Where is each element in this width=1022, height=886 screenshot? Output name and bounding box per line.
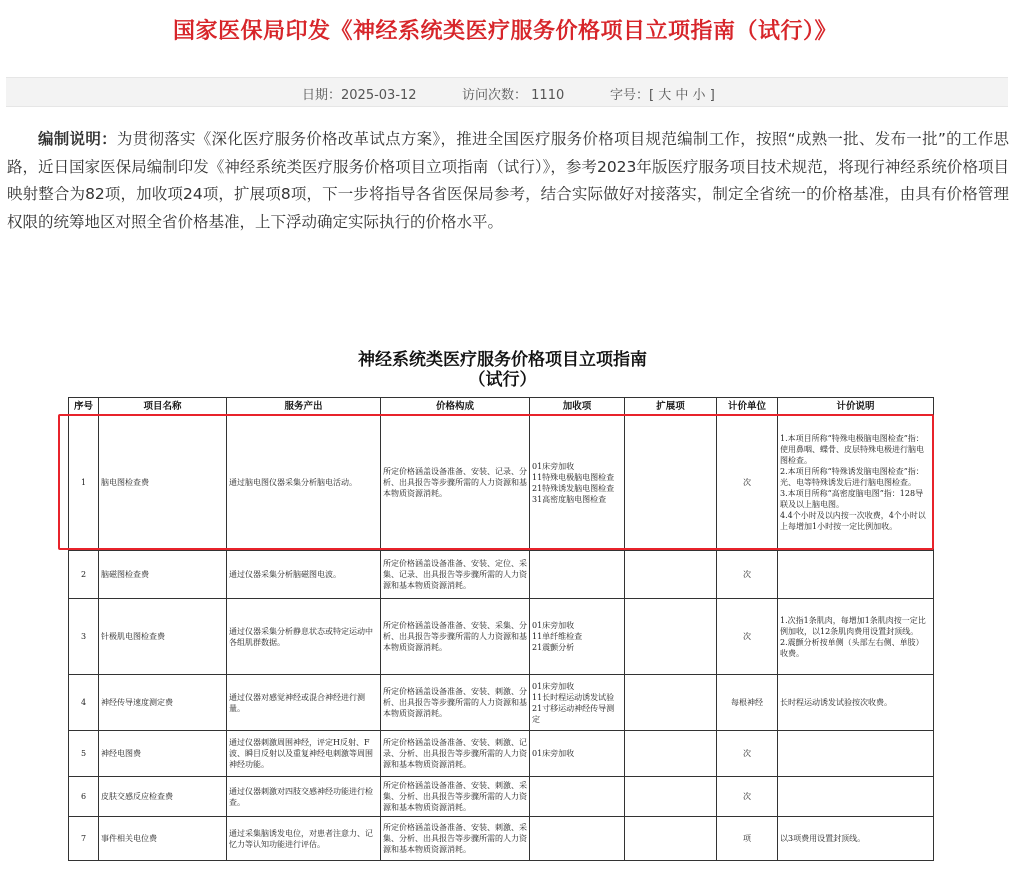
- font-size-switcher: [610, 84, 715, 103]
- table-row: [69, 599, 934, 675]
- font-size-small-link[interactable]: 小: [692, 88, 706, 103]
- cell-name: 皮肤交感反应检查费: [99, 777, 227, 817]
- compilation-note-label: 编制说明：: [38, 130, 117, 148]
- cell-unit: 次: [717, 551, 778, 599]
- table-row: [69, 415, 934, 551]
- cell-output: 通过仪器采集分析静息状态或特定运动中各组肌群数据。: [227, 599, 381, 675]
- font-size-large-link[interactable]: 大: [658, 88, 672, 103]
- cell-extension: [625, 777, 717, 817]
- visit-count-value: 1110: [531, 88, 565, 103]
- cell-extension: [625, 599, 717, 675]
- header-note: 计价说明: [778, 398, 934, 415]
- table-row: [69, 777, 934, 817]
- cell-note: [778, 777, 934, 817]
- cell-note: [778, 551, 934, 599]
- cell-seq: 3: [69, 599, 99, 675]
- compilation-note-text: 为贯彻落实《深化医疗服务价格改革试点方案》，推进全国医疗服务价格项目规范编制工作，按照“成熟一批、发布一批”的工作思路，近日国家医保局编制印发《神经系统类医疗服务价格项目立项指南（试行）》，参考2023年版医疗服务项目技术规范，将现行神经系统价格项目映射整合为82项，加收项24项，扩展项8项，下一步将指导各省医保局参考，结合实际做好对接落实，制定全省统一的价格基准，由具有价格管理权限的统筹地区对照全省价格基准，上下浮动确定实际执行的价格水平。: [7, 130, 1009, 231]
- cell-seq: 5: [69, 731, 99, 777]
- header-addon: 加收项: [530, 398, 625, 415]
- cell-addon: [530, 817, 625, 861]
- cell-price: 所定价格涵盖设备准备、安装、刺激、分析、出具报告等步骤所需的人力资源和基本物质资源消耗。: [381, 675, 530, 731]
- cell-output: 通过仪器刺激周围神经，评定H反射、F波、瞬目反射以及重复神经电刺激等周围神经功能。: [227, 731, 381, 777]
- header-seq: 序号: [69, 398, 99, 415]
- price-item-guide-table: [68, 397, 934, 861]
- font-size-bracket: ]: [709, 88, 715, 103]
- cell-addon: [530, 551, 625, 599]
- guide-document-title: [250, 350, 755, 390]
- cell-extension: [625, 551, 717, 599]
- cell-price: 所定价格涵盖设备准备、安装、刺激、记录、分析、出具报告等步骤所需的人力资源和基本物质资源消耗。: [381, 731, 530, 777]
- guide-title-line2: （试行）: [468, 370, 537, 390]
- cell-seq: 7: [69, 817, 99, 861]
- font-size-label: 字号：[: [610, 88, 655, 103]
- cell-addon: 01床旁加收 11长时程运动诱发试验 21寸移运动神经传导测定: [530, 675, 625, 731]
- header-name: 项目名称: [99, 398, 227, 415]
- cell-price: 所定价格涵盖设备准备、安装、刺激、采集、分析、出具报告等步骤所需的人力资源和基本物质资源消耗。: [381, 777, 530, 817]
- article-title: 国家医保局印发《神经系统类医疗服务价格项目立项指南（试行）》: [172, 19, 837, 44]
- visit-count: [462, 84, 564, 103]
- cell-price: 所定价格涵盖设备准备、安装、定位、采集、记录、出具报告等步骤所需的人力资源和基本物质资源消耗。: [381, 551, 530, 599]
- cell-price: 所定价格涵盖设备准备、安装、刺激、采集、分析、出具报告等步骤所需的人力资源和基本物质资源消耗。: [381, 817, 530, 861]
- cell-seq: 2: [69, 551, 99, 599]
- table-row: [69, 817, 934, 861]
- guide-title-line1: 神经系统类医疗服务价格项目立项指南: [358, 350, 647, 370]
- cell-extension: [625, 675, 717, 731]
- cell-note: 以3项费用设置封顶线。: [778, 817, 934, 861]
- cell-addon: 01床旁加收: [530, 731, 625, 777]
- cell-name: 脑磁图检查费: [99, 551, 227, 599]
- cell-price: 所定价格涵盖设备准备、安装、采集、分析、出具报告等步骤所需的人力资源和基本物质资源消耗。: [381, 599, 530, 675]
- cell-note: 1.次指1条肌肉，每增加1条肌肉按一定比例加收，以12条肌肉费用设置封顶线。 2.震颤分析按单侧（头部左右侧、单肢）收费。: [778, 599, 934, 675]
- compilation-note: [7, 126, 1009, 236]
- cell-note: 长时程运动诱发试验按次收费。: [778, 675, 934, 731]
- cell-output: 通过仪器刺激对四肢交感神经功能进行检查。: [227, 777, 381, 817]
- cell-output: 通过仪器对感觉神经或混合神经进行测量。: [227, 675, 381, 731]
- cell-name: 神经传导速度测定费: [99, 675, 227, 731]
- cell-price: 所定价格涵盖设备准备、安装、记录、分析、出具报告等步骤所需的人力资源和基本物质资源消耗。: [381, 415, 530, 551]
- cell-unit: 次: [717, 415, 778, 551]
- cell-output: 通过脑电图仪器采集分析脑电活动。: [227, 415, 381, 551]
- cell-name: 针极肌电图检查费: [99, 599, 227, 675]
- cell-seq: 1: [69, 415, 99, 551]
- cell-name: 事件相关电位费: [99, 817, 227, 861]
- cell-extension: [625, 817, 717, 861]
- header-price: 价格构成: [381, 398, 530, 415]
- cell-unit: 次: [717, 777, 778, 817]
- cell-output: 通过采集脑诱发电位，对患者注意力、记忆力等认知功能进行评估。: [227, 817, 381, 861]
- table-row: [69, 675, 934, 731]
- cell-name: 脑电图检查费: [99, 415, 227, 551]
- table-row: [69, 551, 934, 599]
- font-size-medium-link[interactable]: 中: [675, 88, 689, 103]
- cell-seq: 6: [69, 777, 99, 817]
- cell-output: 通过仪器采集分析脑磁图电波。: [227, 551, 381, 599]
- cell-addon: 01床旁加收 11单纤维检查 21震颤分析: [530, 599, 625, 675]
- cell-addon: [530, 777, 625, 817]
- header-extension: 扩展项: [625, 398, 717, 415]
- header-output: 服务产出: [227, 398, 381, 415]
- cell-unit: 项: [717, 817, 778, 861]
- cell-note: 1.本项目所称“特殊电极脑电图检查”指：使用鼻咽、蝶骨、皮层特殊电极进行脑电图检查。 2.本项目所称“特殊诱发脑电图检查”指：光、电等特殊诱发后进行脑电图检查。 3.本项目所称“高密度脑电图”指：128导联及以上脑电图。 4.4个小时及以内按一次收费，4个小时以上每增加1小时按一定比例加收。: [778, 415, 934, 551]
- publish-date: 日期：2025-03-12: [302, 88, 417, 103]
- cell-extension: [625, 731, 717, 777]
- cell-unit: 每根神经: [717, 675, 778, 731]
- header-unit: 计价单位: [717, 398, 778, 415]
- visit-count-label: 访问次数：: [462, 88, 528, 103]
- cell-note: [778, 731, 934, 777]
- cell-unit: 次: [717, 599, 778, 675]
- cell-addon: 01床旁加收 11特殊电极脑电图检查 21特殊诱发脑电图检查 31高密度脑电图检查: [530, 415, 625, 551]
- table-row: [69, 731, 934, 777]
- article-meta-bar: [6, 77, 1008, 107]
- cell-name: 神经电图费: [99, 731, 227, 777]
- cell-unit: 次: [717, 731, 778, 777]
- cell-seq: 4: [69, 675, 99, 731]
- cell-extension: [625, 415, 717, 551]
- table-header-row: [69, 398, 934, 415]
